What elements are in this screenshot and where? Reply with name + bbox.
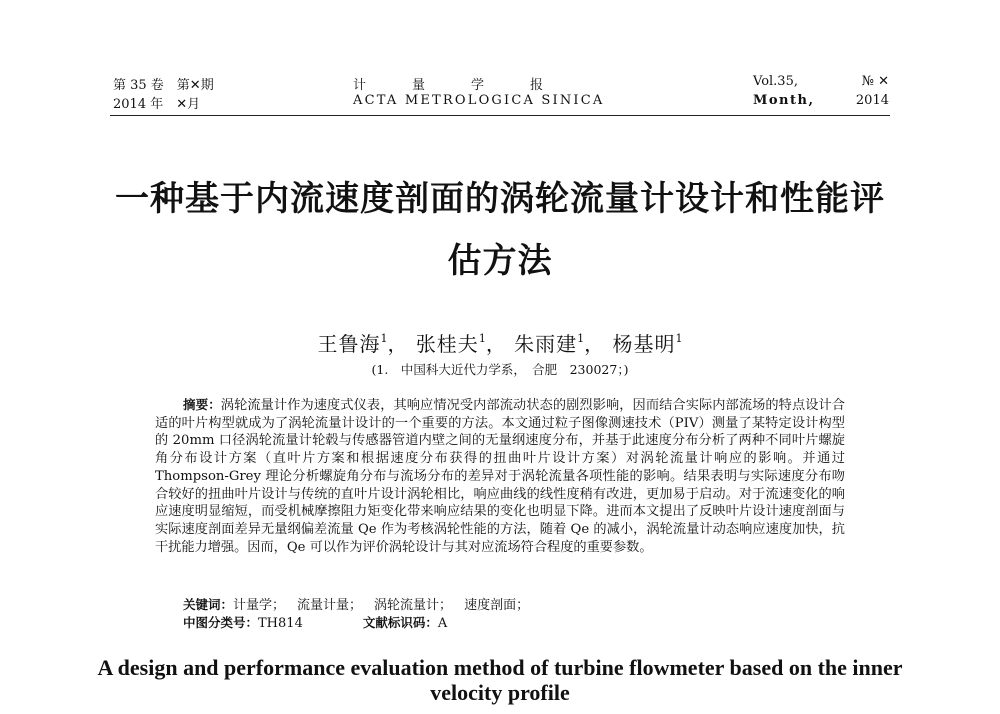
paper-title-en: A design and performance evaluation method of turbine flowmeter based on the inner velocity profile [97,655,903,705]
author-name: 杨基明 [612,332,676,356]
header-row-2 [113,93,889,111]
paper-title-cn: 一种基于内流速度剖面的涡轮流量计设计和性能评估方法 [115,179,885,281]
volume-en: Vol.35, [753,74,798,89]
author-name: 王鲁海 [317,332,381,356]
abstract-label: 摘要： [183,397,221,412]
affiliation: (1. 中国科大近代力学系， 合肥 230027；) [371,362,629,377]
keywords [183,596,843,614]
author [613,332,683,356]
author-affil-mark: 1 [478,332,486,345]
abstract [155,396,845,556]
document-code: A [437,616,448,631]
header-rule [110,115,890,116]
author-name: 朱雨建 [514,332,578,356]
author-affil-mark: 1 [577,332,585,345]
volume-issue-cn: 第 35 卷 第✕期 [113,78,214,93]
clc-number: TH814 [258,616,303,631]
keyword: 涡轮流量计； [374,598,453,613]
keyword: 计量学； [233,598,286,613]
journal-name-cn: 计量学报 [353,78,590,93]
document-code-label: 文献标识码： [362,615,438,630]
author-affil-mark: 1 [675,332,683,345]
keyword: 速度剖面； [464,598,530,613]
author: 朱雨建$^1$， [514,332,606,356]
issue-number-en: № ✕ [861,74,889,89]
keywords-label: 关键词： [183,597,234,612]
classification-line [183,614,843,632]
author: 王鲁海$^1$， [317,332,409,356]
header-row-1 [113,74,889,92]
abstract-text: 涡轮流量计作为速度式仪表，其响应情况受内部流动状态的剧烈影响，因而结合实际内部流场的特点设计合适的叶片构型就成为了涡轮流量计设计的一个重要的方法。本文通过粒子图像测速技术（PIV）测量了某特定设计构型的 20mm 口径涡轮流量计轮毂与传感器管道内壁之间的无量纲速度分布，并基于此速度分布分析了两种不同叶片螺旋角分布设计方案（直叶片方案和根据速度分布获得的扭曲叶片设计方案）对涡轮流量计响应的影响。并通过 Thompson-Grey 理论分析螺旋角分布与流场分布的差异对于涡轮流量各项性能的影响。结果表明与实际速度分布吻合较好的扭曲叶片设计与传统的直叶片设计涡轮相比，响应曲线的线性度稍有改进，更加易于启动。对于流速变化的响应速度明显缩短，而受机械摩擦阻力矩变化带来响应结果的变化也明显下降。进而本文提出了反映叶片设计速度剖面与实际速度剖面差异无量纲偏差流量 Qe 作为考核涡轮性能的方法，随着 Qe 的减小，涡轮流量计动态响应速度加快，抗干扰能力增强。因而，Qe 可以作为评价涡轮设计与其对应流场符合程度的重要参数。 [155,398,845,555]
journal-name-en: ACTA METROLOGICA SINICA [353,93,605,108]
author-affil-mark: 1 [380,332,388,345]
keyword: 流量计量； [297,598,363,613]
month-en: Month, [753,93,815,108]
year-en: 2014 [855,93,889,108]
running-header [113,74,889,116]
author-list [0,328,1000,357]
date-cn: 2014 年 ✕月 [113,97,201,112]
clc-label: 中图分类号： [183,615,259,630]
author-name: 张桂夫 [415,332,479,356]
author: 张桂夫$^1$， [415,332,507,356]
